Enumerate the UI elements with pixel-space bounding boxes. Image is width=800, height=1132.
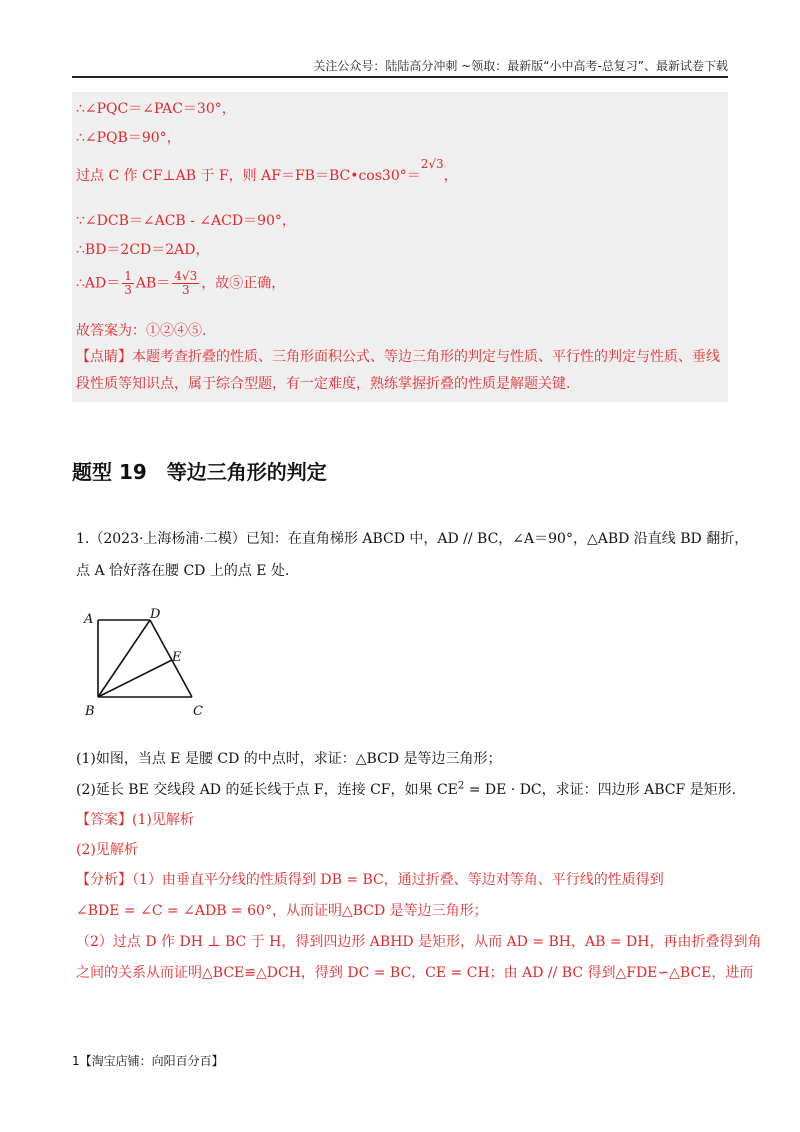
answer-line: (2)见解析 xyxy=(76,842,138,858)
solution-line: ∴∠PQC＝∠PAC＝30°， xyxy=(76,101,236,117)
question-text: = DE · DC，求证：四边形 ABCF 是矩形. xyxy=(464,782,737,798)
fraction xyxy=(172,270,199,297)
segment-be xyxy=(98,660,172,697)
segment-dc xyxy=(150,620,192,697)
solution-text: 过点 C 作 CF⊥AB 于 F，则 AF＝FB＝BC•cos30°＝ xyxy=(76,168,421,184)
analysis-line xyxy=(76,869,664,889)
solution-line xyxy=(76,270,285,297)
question-line: 点 A 恰好落在腰 CD 上的点 E 处. xyxy=(76,563,290,579)
section-title: 题型 19 等边三角形的判定 xyxy=(72,460,327,484)
solution-text: ∴AD＝ xyxy=(76,275,121,292)
comment-text: 本题考查折叠的性质、三角形面积公式、等边三角形的判定与性质、平行性的判定与性质、垂线段性质等知识点，属于综合型题，有一定难度，熟练掌握折叠的性质是解题关键. xyxy=(76,349,720,392)
question-part-2 xyxy=(76,779,736,799)
vertex-label-b: B xyxy=(85,704,95,719)
analysis-line: ∠BDE = ∠C = ∠ADB = 60°，从而证明△BCD 是等边三角形； xyxy=(76,903,488,919)
comment-block xyxy=(76,344,726,398)
header-divider xyxy=(72,76,728,78)
fraction-numerator: 4√3 xyxy=(174,269,198,283)
page-footer: 1【淘宝店铺：向阳百分百】 xyxy=(72,1054,224,1068)
solution-line: ∴∠PQB＝90°， xyxy=(76,130,181,146)
analysis-tag: 【分析】 xyxy=(76,872,132,888)
fraction-numerator: 1 xyxy=(124,269,132,283)
segment-bd xyxy=(98,620,150,697)
fraction-denominator: 3 xyxy=(124,283,132,298)
analysis-line: （2）过点 D 作 DH ⊥ BC 于 H，得到四边形 ABHD 是矩形，从而 AD = BH，AB = DH，再由折叠得到角 xyxy=(76,934,762,950)
solution-text: ，故⑤正确， xyxy=(201,275,286,292)
vertex-label-a: A xyxy=(84,612,94,627)
vertex-label-e: E xyxy=(172,650,182,665)
analysis-line: 之间的关系从而证明△BCE≌△DCH，得到 DC = BC，CE = CH；由 AD // BC 得到△FDE∽△BCE，进而 xyxy=(76,965,754,981)
vertex-label-c: C xyxy=(193,704,203,719)
solution-line: ∴BD＝2CD＝2AD， xyxy=(76,242,210,258)
page-header: 关注公众号：陆陆高分冲刺 ~领取：最新版“小中高考-总复习”、最新试卷下载 xyxy=(313,59,728,73)
question-part-1: (1)如图，当点 E 是腰 CD 的中点时，求证：△BCD 是等边三角形； xyxy=(76,751,502,767)
solution-line xyxy=(76,157,458,185)
solution-text: ， xyxy=(443,168,458,184)
answer-tag: 【答案】 xyxy=(76,812,132,828)
exponent: 2 xyxy=(457,780,465,792)
analysis-text: （1）由垂直平分线的性质得到 DB = BC，通过折叠、等边对等角、平行线的性质得到 xyxy=(132,872,664,888)
answer-line xyxy=(76,809,194,829)
solution-line: 故答案为：①②④⑤. xyxy=(76,323,207,339)
answer-text: (1)见解析 xyxy=(132,812,194,828)
question-text: (2)延长 BE 交线段 AD 的延长线于点 F，连接 CF，如果 CE xyxy=(76,782,458,798)
fraction-denominator: 3 xyxy=(181,283,190,298)
question-line: 1.（2023·上海杨浦·二模）已知：在直角梯形 ABCD 中，AD // BC，∠A＝90°，△ABD 沿直线 BD 翻折， xyxy=(76,531,749,547)
comment-tag: 【点睛】 xyxy=(76,349,132,365)
solution-text: AB＝ xyxy=(135,275,171,292)
vertex-label-d: D xyxy=(150,607,161,622)
solution-line: ∵∠DCB＝∠ACB - ∠ACD＝90°， xyxy=(76,213,296,229)
geometry-figure xyxy=(80,605,220,720)
fraction xyxy=(122,270,134,297)
radical-value: 2√3 xyxy=(420,157,444,171)
